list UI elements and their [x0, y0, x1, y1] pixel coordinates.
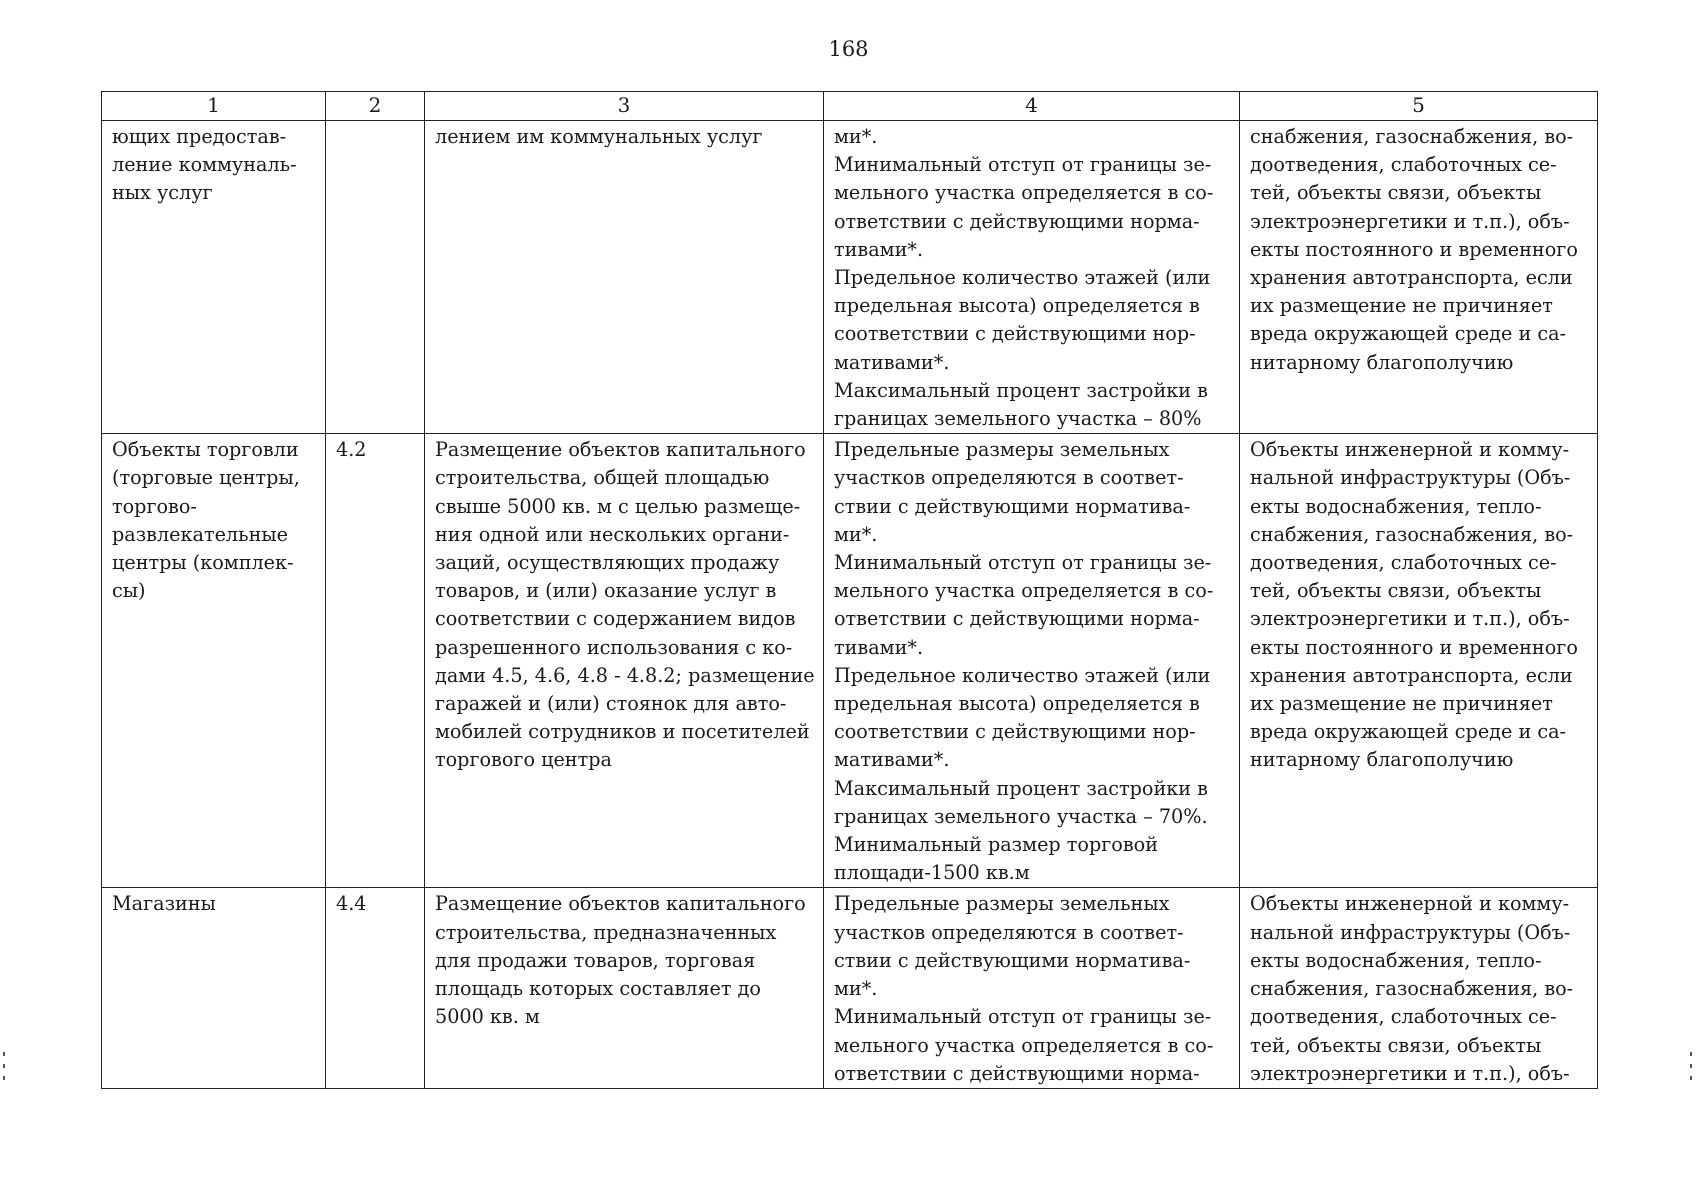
cell-text-line: Предельное количество этажей (или	[834, 663, 1211, 687]
cell-text-line: их размещение не причиняет	[1250, 294, 1553, 318]
cell-text-line: площади-1500 кв.м	[834, 861, 1030, 885]
cell-text-line: нитарному благополучию	[1250, 748, 1514, 772]
table-row	[102, 434, 1598, 888]
cell-text-line: Объекты инженерной и комму-	[1250, 892, 1570, 916]
cell-text-line: участков определяются в соответ-	[834, 920, 1184, 944]
table-cell-code	[326, 434, 425, 888]
column-header: 3	[425, 92, 824, 121]
cell-text-line: ствии с действующими нормативa-	[834, 494, 1191, 518]
scan-edge-mark	[1690, 1076, 1692, 1080]
cell-text-line: тей, объекты связи, объекты	[1250, 181, 1542, 205]
cell-text-line: предельная высота) определяется в	[834, 692, 1200, 716]
cell-text-line: ответствии с действующими норма-	[834, 209, 1200, 233]
cell-text-line: строительства, предназначенных	[435, 920, 777, 944]
cell-text-line: соответствии с действующими нор-	[834, 720, 1196, 744]
cell-text-line: снабжения, газоснабжения, во-	[1250, 522, 1574, 546]
cell-text-line: Предельные размеры земельных	[834, 892, 1170, 916]
cell-text-line: снабжения, газоснабжения, во-	[1250, 977, 1574, 1001]
cell-text-line: мельного участка определяется в со-	[834, 181, 1214, 205]
cell-text-line: дами 4.5, 4.6, 4.8 - 4.8.2; размещение	[435, 663, 815, 687]
cell-text-line: Максимальный процент застройки в	[834, 776, 1208, 800]
cell-text-line: соответствии с содержанием видов	[435, 607, 796, 631]
cell-text-line: гаражей и (или) стоянок для авто-	[435, 692, 787, 716]
cell-text-line: доотведения, слаботочных се-	[1250, 153, 1557, 177]
table-cell-code	[326, 888, 425, 1088]
cell-text-line: ми*.	[834, 522, 878, 546]
scan-edge-mark	[1690, 1052, 1692, 1056]
cell-text-line: торгово-	[112, 494, 197, 518]
cell-text-line: тей, объекты связи, объекты	[1250, 579, 1542, 603]
cell-text-line: для продажи товаров, торговая	[435, 948, 756, 972]
cell-text-line: предельная высота) определяется в	[834, 294, 1200, 318]
table-row	[102, 121, 1598, 434]
cell-text-line: торгового центра	[435, 748, 612, 772]
cell-text-line: тей, объекты связи, объекты	[1250, 1033, 1542, 1057]
table-cell-auxiliary-uses	[1240, 888, 1598, 1088]
table-cell-parameters	[824, 434, 1240, 888]
cell-text-line: мативами*.	[834, 350, 950, 374]
cell-text-line: Предельные размеры земельных	[834, 438, 1170, 462]
cell-text-line: екты постоянного и временного	[1250, 237, 1578, 261]
cell-text-line: сы)	[112, 579, 146, 603]
cell-text-line: Магазины	[112, 892, 216, 916]
table-cell-description	[425, 434, 824, 888]
table-cell-code	[326, 121, 425, 434]
scan-edge-mark	[1690, 1064, 1692, 1068]
table-cell-auxiliary-uses	[1240, 121, 1598, 434]
land-use-table	[101, 91, 1598, 1089]
cell-text-line: тивами*.	[834, 237, 924, 261]
cell-text-line: Минимальный отступ от границы зе-	[834, 551, 1212, 575]
cell-text-line: Объекты инженерной и комму-	[1250, 438, 1570, 462]
cell-text-line: хранения автотранспорта, если	[1250, 266, 1573, 290]
cell-text-line: ление коммуналь-	[112, 153, 297, 177]
cell-text-line: Предельное количество этажей (или	[834, 266, 1211, 290]
cell-text-line: тивами*.	[834, 635, 924, 659]
cell-text-line: их размещение не причиняет	[1250, 692, 1553, 716]
table-cell-description	[425, 121, 824, 434]
cell-text-line: лением им коммунальных услуг	[435, 125, 763, 148]
scan-edge-mark	[3, 1076, 5, 1080]
table-cell-parameters	[824, 121, 1240, 434]
scan-edge-mark	[3, 1064, 5, 1068]
cell-text-line: доотведения, слаботочных се-	[1250, 1005, 1557, 1029]
table-cell-use-name	[102, 888, 326, 1088]
cell-text-line: свыше 5000 кв. м с целью размеще-	[435, 494, 801, 518]
cell-text-line: 5000 кв. м	[435, 1005, 540, 1029]
cell-text-line: ющих предостав-	[112, 125, 287, 148]
cell-text-line: мельного участка определяется в со-	[834, 1033, 1214, 1057]
page-number: 168	[828, 37, 869, 61]
cell-text-line: 4.2	[336, 438, 367, 462]
cell-text-line: доотведения, слаботочных се-	[1250, 551, 1557, 575]
cell-text-line: нальной инфраструктуры (Объ-	[1250, 466, 1571, 490]
cell-text-line: мельного участка определяется в со-	[834, 579, 1214, 603]
cell-text-line: площадь которых составляет до	[435, 977, 761, 1001]
cell-text-line: Минимальный размер торговой	[834, 833, 1159, 857]
cell-text-line: ми*.	[834, 125, 878, 148]
cell-text-line: нитарному благополучию	[1250, 350, 1514, 374]
cell-text-line: екты постоянного и временного	[1250, 635, 1578, 659]
cell-text-line: Максимальный процент застройки в	[834, 378, 1208, 402]
table-cell-parameters	[824, 888, 1240, 1088]
column-header: 1	[102, 92, 326, 121]
cell-text-line: вреда окружающей среде и са-	[1250, 720, 1566, 744]
cell-text-line: ния одной или нескольких органи-	[435, 522, 790, 546]
cell-text-line: 4.4	[336, 892, 367, 916]
cell-text-line: Объекты торговли	[112, 438, 299, 462]
cell-text-line: Размещение объектов капитального	[435, 438, 806, 462]
table-cell-description	[425, 888, 824, 1088]
table-header-row	[102, 92, 1598, 121]
cell-text-line: товаров, и (или) оказание услуг в	[435, 579, 777, 603]
cell-text-line: Минимальный отступ от границы зе-	[834, 1005, 1212, 1029]
cell-text-line: снабжения, газоснабжения, во-	[1250, 125, 1574, 148]
column-header: 4	[824, 92, 1240, 121]
cell-text-line: электроэнергетики и т.п.), объ-	[1250, 1061, 1570, 1085]
table-cell-use-name	[102, 434, 326, 888]
cell-text-line: екты водоснабжения, тепло-	[1250, 494, 1542, 518]
table-cell-auxiliary-uses	[1240, 434, 1598, 888]
cell-text-line: границах земельного участка – 70%.	[834, 804, 1208, 828]
cell-text-line: ответствии с действующими норма-	[834, 1061, 1200, 1085]
cell-text-line: участков определяются в соответ-	[834, 466, 1184, 490]
cell-text-line: ми*.	[834, 977, 878, 1001]
cell-text-line: Минимальный отступ от границы зе-	[834, 153, 1212, 177]
cell-text-line: ответствии с действующими норма-	[834, 607, 1200, 631]
cell-text-line: строительства, общей площадью	[435, 466, 770, 490]
cell-text-line: развлекательные	[112, 522, 288, 546]
cell-text-line: соответствии с действующими нор-	[834, 322, 1196, 346]
cell-text-line: мативами*.	[834, 748, 950, 772]
cell-text-line: электроэнергетики и т.п.), объ-	[1250, 209, 1570, 233]
cell-text-line: центры (комплек-	[112, 551, 294, 575]
cell-text-line: хранения автотранспорта, если	[1250, 663, 1573, 687]
cell-text-line: электроэнергетики и т.п.), объ-	[1250, 607, 1570, 631]
cell-text-line: заций, осуществляющих продажу	[435, 551, 780, 575]
cell-text-line: ствии с действующими нормативa-	[834, 948, 1191, 972]
cell-text-line: ных услуг	[112, 181, 213, 205]
column-header: 2	[326, 92, 425, 121]
table-row	[102, 888, 1598, 1088]
cell-text-line: нальной инфраструктуры (Объ-	[1250, 920, 1571, 944]
cell-text-line: разрешенного использования с ко-	[435, 635, 793, 659]
cell-text-line: Размещение объектов капитального	[435, 892, 806, 916]
cell-text-line: границах земельного участка – 80%	[834, 407, 1202, 431]
cell-text-line: мобилей сотрудников и посетителей	[435, 720, 810, 744]
table-cell-use-name	[102, 121, 326, 434]
column-header: 5	[1240, 92, 1598, 121]
cell-text-line: (торговые центры,	[112, 466, 300, 490]
cell-text-line: вреда окружающей среде и са-	[1250, 322, 1566, 346]
cell-text-line: екты водоснабжения, тепло-	[1250, 948, 1542, 972]
scan-edge-mark	[3, 1052, 5, 1056]
